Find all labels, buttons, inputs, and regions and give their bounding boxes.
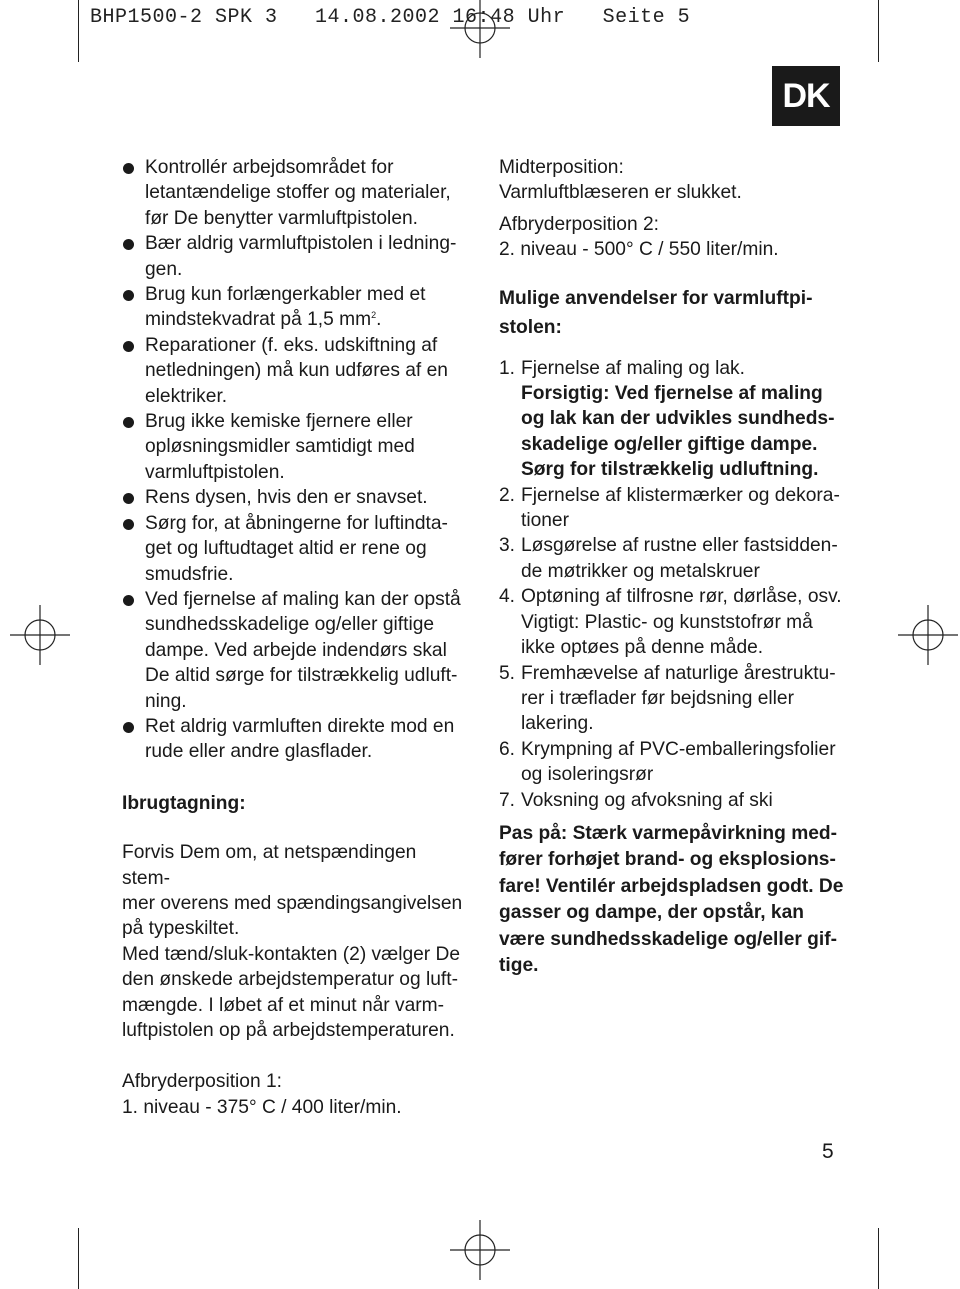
list-item: Ved fjernelse af maling kan der opstå sundhedsskadelige og/eller giftige dampe. Ved arbejde indendørs skal De altid sørge for tilstrækkelig udluft- ning. [122,587,467,714]
bullet-icon [123,493,134,504]
list-item: 3. Løsgørelse af rustne eller fastsidden- de møtrikker og metalskruer [499,535,838,582]
registration-mark-right [898,605,958,665]
list-item: 4. Optøning af tilfrosne rør, dørlåse, osv. Vigtigt: Plastic- og kunststofrør må ikke optøes på denne måde. [499,586,842,659]
page-number: 5 [822,1140,834,1163]
print-header: BHP1500-2 SPK 3 14.08.2002 16:48 Uhr Seite 5 [90,6,691,29]
list-item: Rens dysen, hvis den er snavset. [122,485,467,510]
crop-mark [78,0,79,62]
bullet-icon [123,341,134,352]
uses-list [499,356,849,813]
left-column [122,155,467,1120]
list-item: Sørg for, at åbningerne for luftindta- get og luftudtaget altid er rene og smudsfrie. [122,511,467,587]
crop-mark [78,1228,79,1289]
safety-bullet-list [122,155,467,765]
registration-mark-top [450,0,510,58]
list-item: Reparationer (f. eks. udskiftning af netledningen) må kun udføres af en elektriker. [122,333,467,409]
bullet-icon [123,417,134,428]
registration-mark-bottom [450,1220,510,1280]
crop-mark [878,1228,879,1289]
list-item: 2. Fjernelse af klistermærker og dekora- tioner [499,484,840,532]
list-item: Bær aldrig varmluftpistolen i ledning- gen. [122,231,467,282]
list-item: 6. Krympning af PVC-emballeringsfolier og isoleringsrør [499,738,836,786]
list-item: 7. Voksning og afvoksning af ski [499,789,773,811]
bullet-icon [123,239,134,250]
list-item: 1. Fjernelse af maling og lak. Forsigtig: Ved fjernelse af maling og lak kan der udvikles sundheds- skadelige og/eller giftige dampe. Sørg for tilstrækkelig udluftning. [499,357,835,481]
bullet-icon [123,722,134,733]
mid-position: Midterposition: Varmluftblæseren er slukket. [499,157,742,204]
list-item: Kontrollér arbejdsområdet for letantændelige stoffer og materialer, før De benytter varmluftpistolen. [122,155,467,231]
bullet-icon [123,163,134,174]
paragraph: Med tænd/sluk-kontakten (2) vælger De den ønskede arbejdstemperatur og luft- mængde. I løbet af et minut når varm- luftpistolen op på arbejdstemperaturen. [122,943,461,1041]
section-heading-uses: Mulige anvendelser for varmluftpi- stolen: [499,287,813,338]
bullet-icon [123,595,134,606]
bullet-icon [123,519,134,530]
switch-position-2: Afbryderposition 2: 2. niveau - 500° C / 550 liter/min. [499,213,779,261]
list-item: Ret aldrig varmluften direkte mod en rude eller andre glasflader. [122,714,467,765]
crop-mark [878,0,879,62]
list-item: 5. Fremhævelse af naturlige årestruktu- rer i træflader før bejdsning eller lakering. [499,662,836,735]
switch-position-1: Afbryderposition 1: 1. niveau - 375° C / 400 liter/min. [122,1071,402,1118]
section-heading-ibrugtagning: Ibrugtagning: [122,792,246,814]
list-item: Brug ikke kemiske fjernere eller opløsningsmidler samtidigt med varmluftpistolen. [122,409,467,485]
right-column [499,155,849,980]
bullet-icon [123,290,134,301]
warning-paragraph: Pas på: Stærk varmepåvirkning med- fører forhøjet brand- og eksplosions- fare! Ventilér arbejdspladsen godt. De gasser og dampe, der opstår, kan være sundhedsskadelige og/eller gif- tige. [499,822,844,977]
language-badge: DK [772,66,840,126]
list-item: Brug kun forlængerkabler med et mindstekvadrat på 1,5 $mm^2$. [122,282,467,333]
paragraph: Forvis Dem om, at netspændingen stem- mer overens med spændingsangivelsen på typeskiltet. [122,842,463,940]
registration-mark-left [10,605,70,665]
